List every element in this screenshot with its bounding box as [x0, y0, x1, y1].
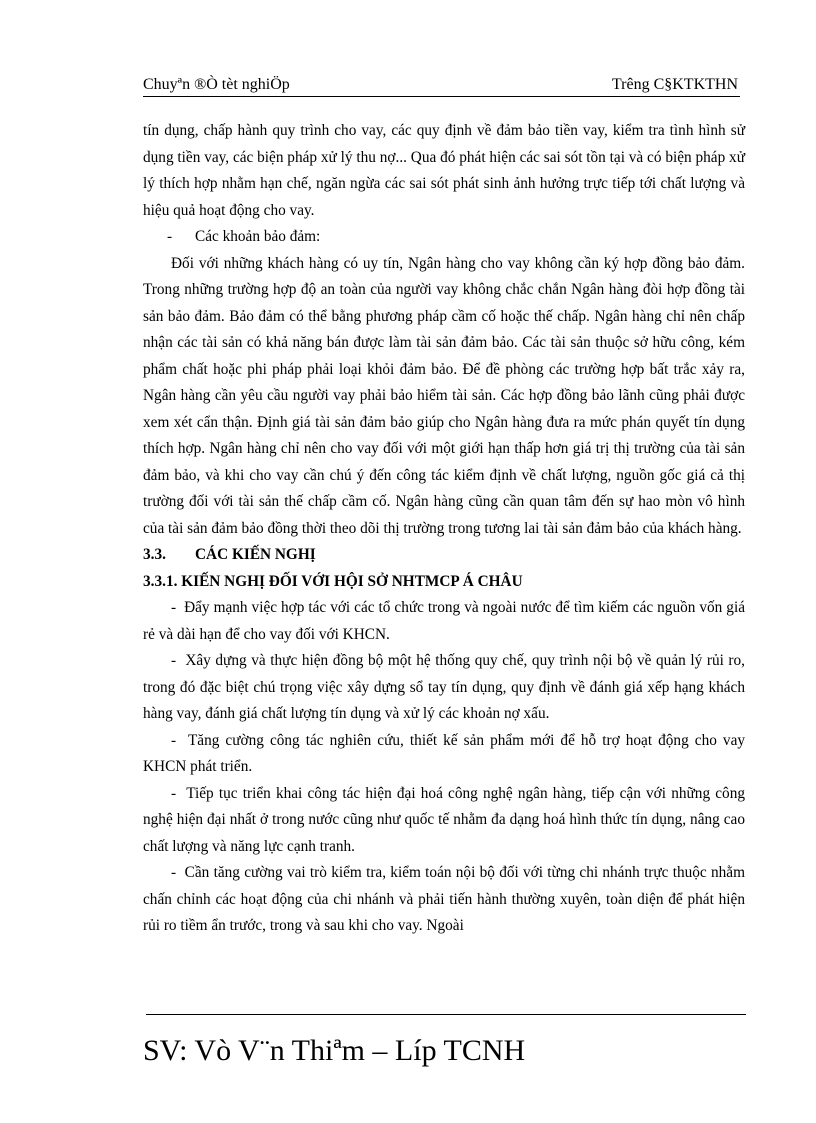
header-right-text: Trêng C§KTKTHN [611, 76, 738, 93]
list-item-collateral [143, 224, 745, 251]
bullet-text: Đẩy mạnh việc hợp tác với các tổ chức trong và ngoài nước để tìm kiếm các nguồn vốn giá rẻ và dài hạn để cho vay đối với KHCN. [143, 599, 745, 643]
page-body [143, 118, 745, 940]
section-title: CÁC KIẾN NGHỊ [195, 546, 316, 563]
bullet-item [143, 728, 745, 781]
dash-bullet: - [171, 731, 177, 749]
paragraph-collateral: Đối với những khách hàng có uy tín, Ngân hàng cho vay không cần ký hợp đồng bảo đảm. Trong những trường hợp độ an toàn của người vay không chắc chắn Ngân hàng đòi hợp đồng tài sản bảo đảm. Bảo đảm có thể bằng phương pháp cầm cố hoặc thế chấp. Ngân hàng chỉ nên chấp nhận các tài sản có khả năng bán được làm tài sản đảm bảo. Các tài sản thuộc sở hữu công, kém phẩm chất hoặc phi pháp phải loại khỏi đảm bảo. Để đề phòng các trường hợp bất trắc xảy ra, Ngân hàng cần yêu cầu người vay phải bảo hiểm tài sản. Các hợp đồng bảo lãnh cũng phải được xem xét cẩn thận. Định giá tài sản đảm bảo giúp cho Ngân hàng đưa ra mức phán quyết tín dụng thích hợp. Ngân hàng chỉ nên cho vay đối với một giới hạn thấp hơn giá trị thị trường của tài sản đảm bảo, và khi cho vay cần chú ý đến công tác kiểm định về chất lượng, nguồn gốc giá cả thị trường đối với tài sản thế chấp cầm cố. Ngân hàng cũng cần quan tâm đến sự hao mòn vô hình của tài sản đảm bảo đồng thời theo dõi thị trường trong tương lai tài sản đảm bảo của khách hàng. [143, 254, 745, 537]
bullet-text: Tiếp tục triển khai công tác hiện đại hoá công nghệ ngân hàng, tiếp cận với những công nghệ hiện đại nhất ở trong nước cũng như quốc tế nhằm đa dạng hoá hình thức tín dụng, nâng cao chất lượng và năng lực cạnh tranh. [143, 784, 746, 855]
bullet-item [143, 781, 745, 861]
section-heading-3-3 [143, 542, 745, 569]
dash-bullet: - [167, 228, 173, 245]
dash-bullet: - [171, 652, 177, 669]
section-number: 3.3. [143, 546, 166, 563]
list-item-text: Các khoản bảo đảm: [195, 228, 321, 245]
bullet-text: Tăng cường công tác nghiên cứu, thiết kế sản phẩm mới để hỗ trợ hoạt động cho vay KHCN phát triển. [143, 731, 746, 775]
section-heading-3-3-1: 3.3.1. KIẾN NGHỊ ĐỐI VỚI HỘI SỞ NHTMCP Á CHÂU [143, 572, 523, 590]
bullet-text: Xây dựng và thực hiện đồng bộ một hệ thống quy chế, quy trình nội bộ về quản lý rủi ro, trong đó đặc biệt chú trọng việc xây dựng sổ tay tín dụng, quy định về đánh giá xếp hạng khách hàng vay, đánh giá chất lượng tín dụng và xử lý các khoản nợ xấu. [143, 652, 746, 722]
bullet-text: Cần tăng cường vai trò kiểm tra, kiểm toán nội bộ đối với từng chi nhánh trực thuộc nhằm chấn chỉnh các hoạt động của chi nhánh và phải tiến hành thường xuyên, toàn diện để phát hiện rủi ro tiềm ẩn trước, trong và sau khi cho vay. Ngoài [143, 864, 745, 934]
dash-bullet: - [171, 599, 177, 616]
bullet-item [143, 860, 745, 940]
header-left-text: Chuyªn ®Ò tèt nghiÖp [143, 76, 290, 93]
footer-divider [146, 1014, 746, 1015]
page-footer: SV: Vò V¨n Thiªm – Líp TCNH [143, 1034, 526, 1067]
bullet-item [143, 648, 745, 728]
paragraph-continuation: tín dụng, chấp hành quy trình cho vay, các quy định về đảm bảo tiền vay, kiểm tra tình hình sử dụng tiền vay, các biện pháp xử lý thu nợ... Qua đó phát hiện các sai sót tồn tại và có biện pháp xử lý thích hợp nhằm hạn chế, ngăn ngừa các sai sót phát sinh ảnh hưởng trực tiếp tới chất lượng và hiệu quả hoạt động cho vay. [143, 122, 745, 219]
bullet-item [143, 595, 745, 648]
dash-bullet: - [171, 784, 177, 802]
page-header [143, 74, 740, 97]
dash-bullet: - [171, 864, 177, 881]
